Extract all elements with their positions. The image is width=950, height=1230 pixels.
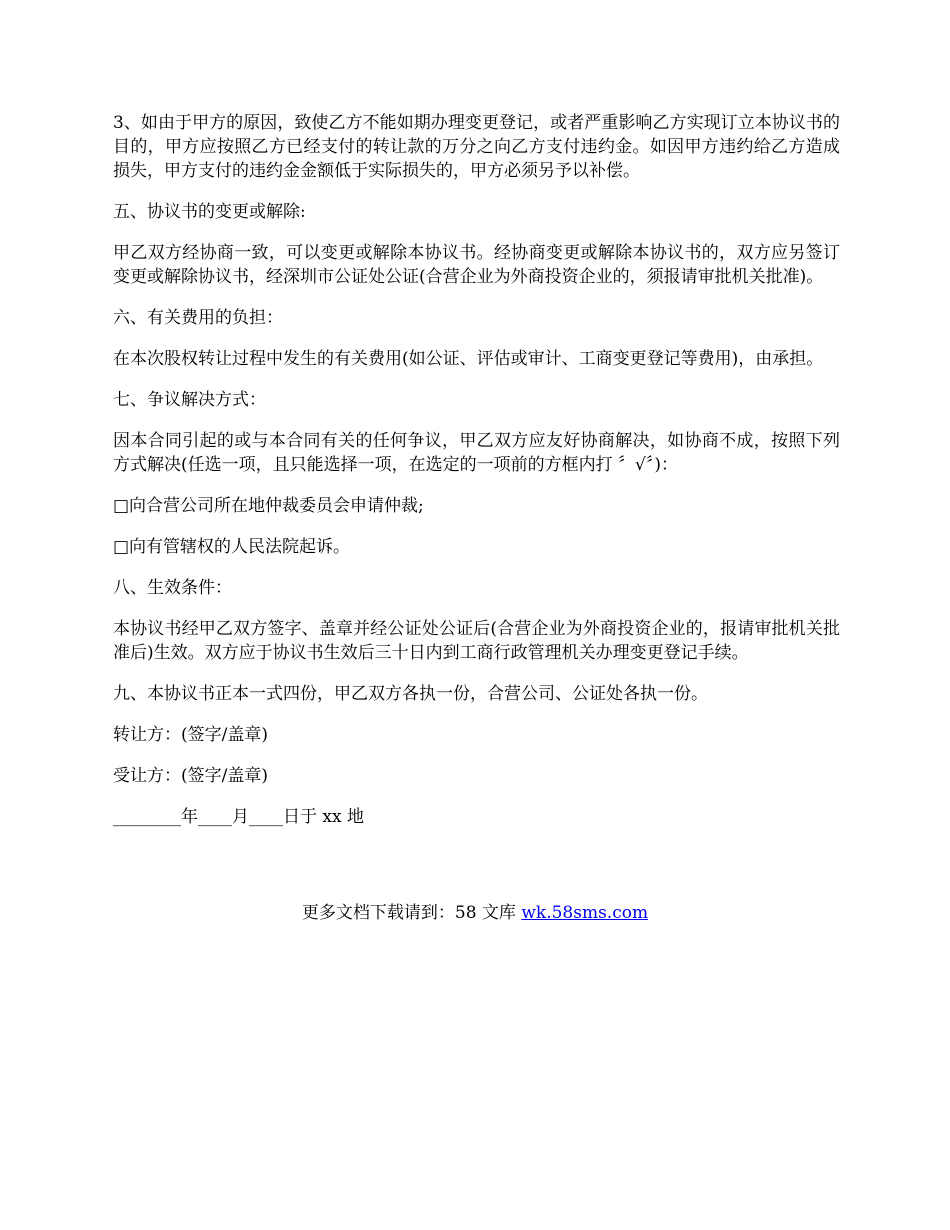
section-8-heading: 八、生效条件： bbox=[113, 578, 232, 598]
clause-3-paragraph: 3、如由于甲方的原因，致使乙方不能如期办理变更登记，或者严重影响乙方实现订立本协议书的目的，甲方应按照乙方已经支付的转让款的万分之向乙方支付违约金。如因甲方违约给乙方造成损失，甲方支付的违约金金额低于实际损失的，甲方必须另予以补偿。 bbox=[113, 113, 840, 181]
section-5-body: 甲乙双方经协商一致，可以变更或解除本协议书。经协商变更或解除本协议书的，双方应另签订变更或解除协议书，经深圳市公证处公证(合营企业为外商投资企业的，须报请审批机关批准)。 bbox=[113, 243, 840, 287]
transferee-signature-line: 受让方：(签字/盖章) bbox=[113, 766, 268, 786]
download-footer bbox=[0, 901, 950, 925]
section-7-heading: 七、争议解决方式： bbox=[113, 390, 266, 410]
section-7-body: 因本合同引起的或与本合同有关的任何争议，甲乙双方应友好协商解决，如协商不成，按照下列方式解决(任选一项，且只能选择一项，在选定的一项前的方框内打 〞√〞)： bbox=[113, 431, 840, 475]
footer-prefix: 更多文档下载请到：58 文库 bbox=[301, 903, 522, 923]
document-body bbox=[113, 111, 840, 846]
arbitration-option: □向合营公司所在地仲裁委员会申请仲裁; bbox=[113, 496, 424, 516]
section-6-body: 在本次股权转让过程中发生的有关费用(如公证、评估或审计、工商变更登记等费用)，由承担。 bbox=[113, 349, 824, 369]
clause-9-paragraph: 九、本协议书正本一式四份，甲乙双方各执一份，合营公司、公证处各执一份。 bbox=[113, 684, 708, 704]
date-place-line: ________年____月____日于 xx 地 bbox=[113, 807, 364, 827]
court-option: □向有管辖权的人民法院起诉。 bbox=[113, 537, 351, 557]
section-8-body: 本协议书经甲乙双方签字、盖章并经公证处公证后(合营企业为外商投资企业的，报请审批机关批准后)生效。双方应于协议书生效后三十日内到工商行政管理机关办理变更登记手续。 bbox=[113, 619, 840, 663]
footer-link[interactable]: wk.58sms.com bbox=[521, 903, 649, 923]
section-5-heading: 五、协议书的变更或解除: bbox=[113, 202, 306, 222]
section-6-heading: 六、有关费用的负担： bbox=[113, 308, 283, 328]
transferor-signature-line: 转让方：(签字/盖章) bbox=[113, 725, 268, 745]
